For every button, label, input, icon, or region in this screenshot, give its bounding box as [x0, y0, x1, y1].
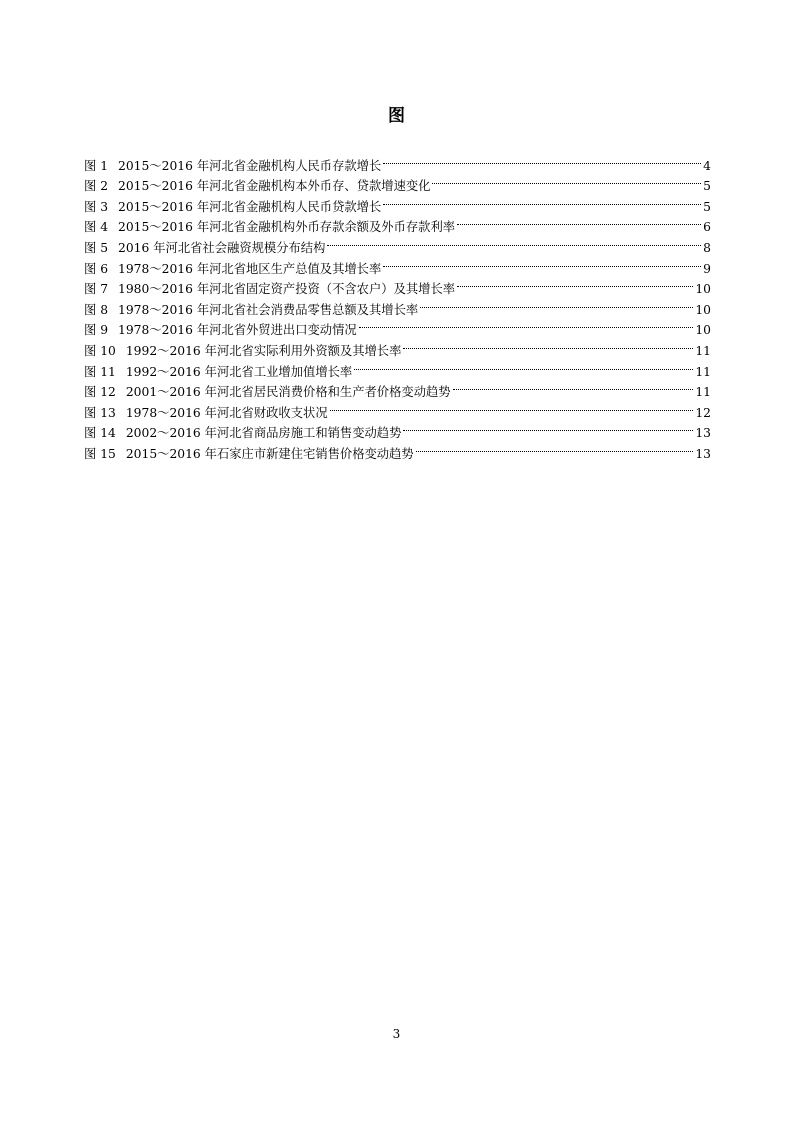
figure-page-number: 6	[703, 220, 711, 235]
figure-title: 2015～2016 年河北省金融机构外币存款余额及外币存款利率	[118, 220, 456, 235]
figure-title: 1978～2016 年河北省社会消费品零售总额及其增长率	[118, 302, 419, 317]
dot-leader	[432, 170, 701, 191]
dot-leader	[359, 314, 694, 335]
figure-label: 图 3	[84, 199, 109, 214]
dot-leader	[457, 211, 701, 232]
figure-label: 图 6	[84, 261, 109, 276]
figure-title: 1978～2016 年河北省财政收支状况	[125, 405, 328, 420]
dot-leader	[383, 190, 701, 211]
page-number: 3	[392, 1027, 401, 1041]
figure-page-number: 8	[703, 240, 711, 255]
page-title: 图	[388, 106, 405, 126]
dot-leader	[420, 293, 693, 314]
figure-page-number: 10	[695, 282, 711, 297]
dot-leader	[403, 334, 693, 355]
dot-leader	[383, 149, 701, 170]
figure-title: 1980～2016 年河北省固定资产投资（不含农户）及其增长率	[118, 282, 456, 297]
figure-label: 图 11	[84, 364, 116, 379]
figure-title: 2002～2016 年河北省商品房施工和销售变动趋势	[125, 426, 402, 441]
figure-label: 图 14	[84, 426, 116, 441]
figure-title: 2015～2016 年石家庄市新建住宅销售价格变动趋势	[125, 446, 414, 461]
figure-page-number: 13	[695, 446, 711, 461]
figure-page-number: 5	[703, 179, 711, 194]
figure-title: 1992～2016 年河北省实际利用外资额及其增长率	[125, 343, 402, 358]
figure-label: 图 4	[84, 220, 109, 235]
dot-leader	[416, 437, 694, 458]
figure-title: 2015～2016 年河北省金融机构人民币存款增长	[118, 158, 382, 173]
figure-page-number: 5	[703, 199, 711, 214]
figure-title: 1978～2016 年河北省外贸进出口变动情况	[118, 323, 357, 338]
dot-leader	[457, 273, 693, 294]
figure-page-number: 11	[695, 385, 711, 400]
figure-page-number: 10	[695, 323, 711, 338]
figure-title: 1978～2016 年河北省地区生产总值及其增长率	[118, 261, 382, 276]
figure-label: 图 12	[84, 385, 116, 400]
figure-page-number: 4	[703, 158, 711, 173]
figure-list	[84, 149, 711, 461]
dot-leader	[403, 417, 693, 438]
figure-page-number: 12	[695, 405, 711, 420]
figure-label: 图 1	[84, 158, 109, 173]
figure-page-number: 10	[695, 302, 711, 317]
figure-title: 2016 年河北省社会融资规模分布结构	[118, 240, 326, 255]
figure-page-number: 11	[695, 343, 711, 358]
figure-title: 2015～2016 年河北省金融机构本外币存、贷款增速变化	[118, 179, 431, 194]
figure-page-number: 11	[695, 364, 711, 379]
figure-page-number: 13	[695, 426, 711, 441]
figure-label: 图 15	[84, 446, 116, 461]
dot-leader	[453, 376, 694, 397]
figure-title: 1992～2016 年河北省工业增加值增长率	[125, 364, 353, 379]
figure-title: 2001～2016 年河北省居民消费价格和生产者价格变动趋势	[125, 385, 451, 400]
figure-label: 图 13	[84, 405, 116, 420]
figure-label: 图 7	[84, 282, 109, 297]
dot-leader	[354, 355, 693, 376]
figure-title: 2015～2016 年河北省金融机构人民币贷款增长	[118, 199, 382, 214]
dot-leader	[327, 231, 701, 252]
dot-leader	[383, 252, 701, 273]
dot-leader	[330, 396, 694, 417]
toc-entry[interactable]	[84, 149, 711, 173]
figure-label: 图 10	[84, 343, 116, 358]
figure-label: 图 9	[84, 323, 109, 338]
figure-label: 图 8	[84, 302, 109, 317]
figure-label: 图 5	[84, 240, 109, 255]
figure-label: 图 2	[84, 179, 109, 194]
figure-page-number: 9	[703, 261, 711, 276]
